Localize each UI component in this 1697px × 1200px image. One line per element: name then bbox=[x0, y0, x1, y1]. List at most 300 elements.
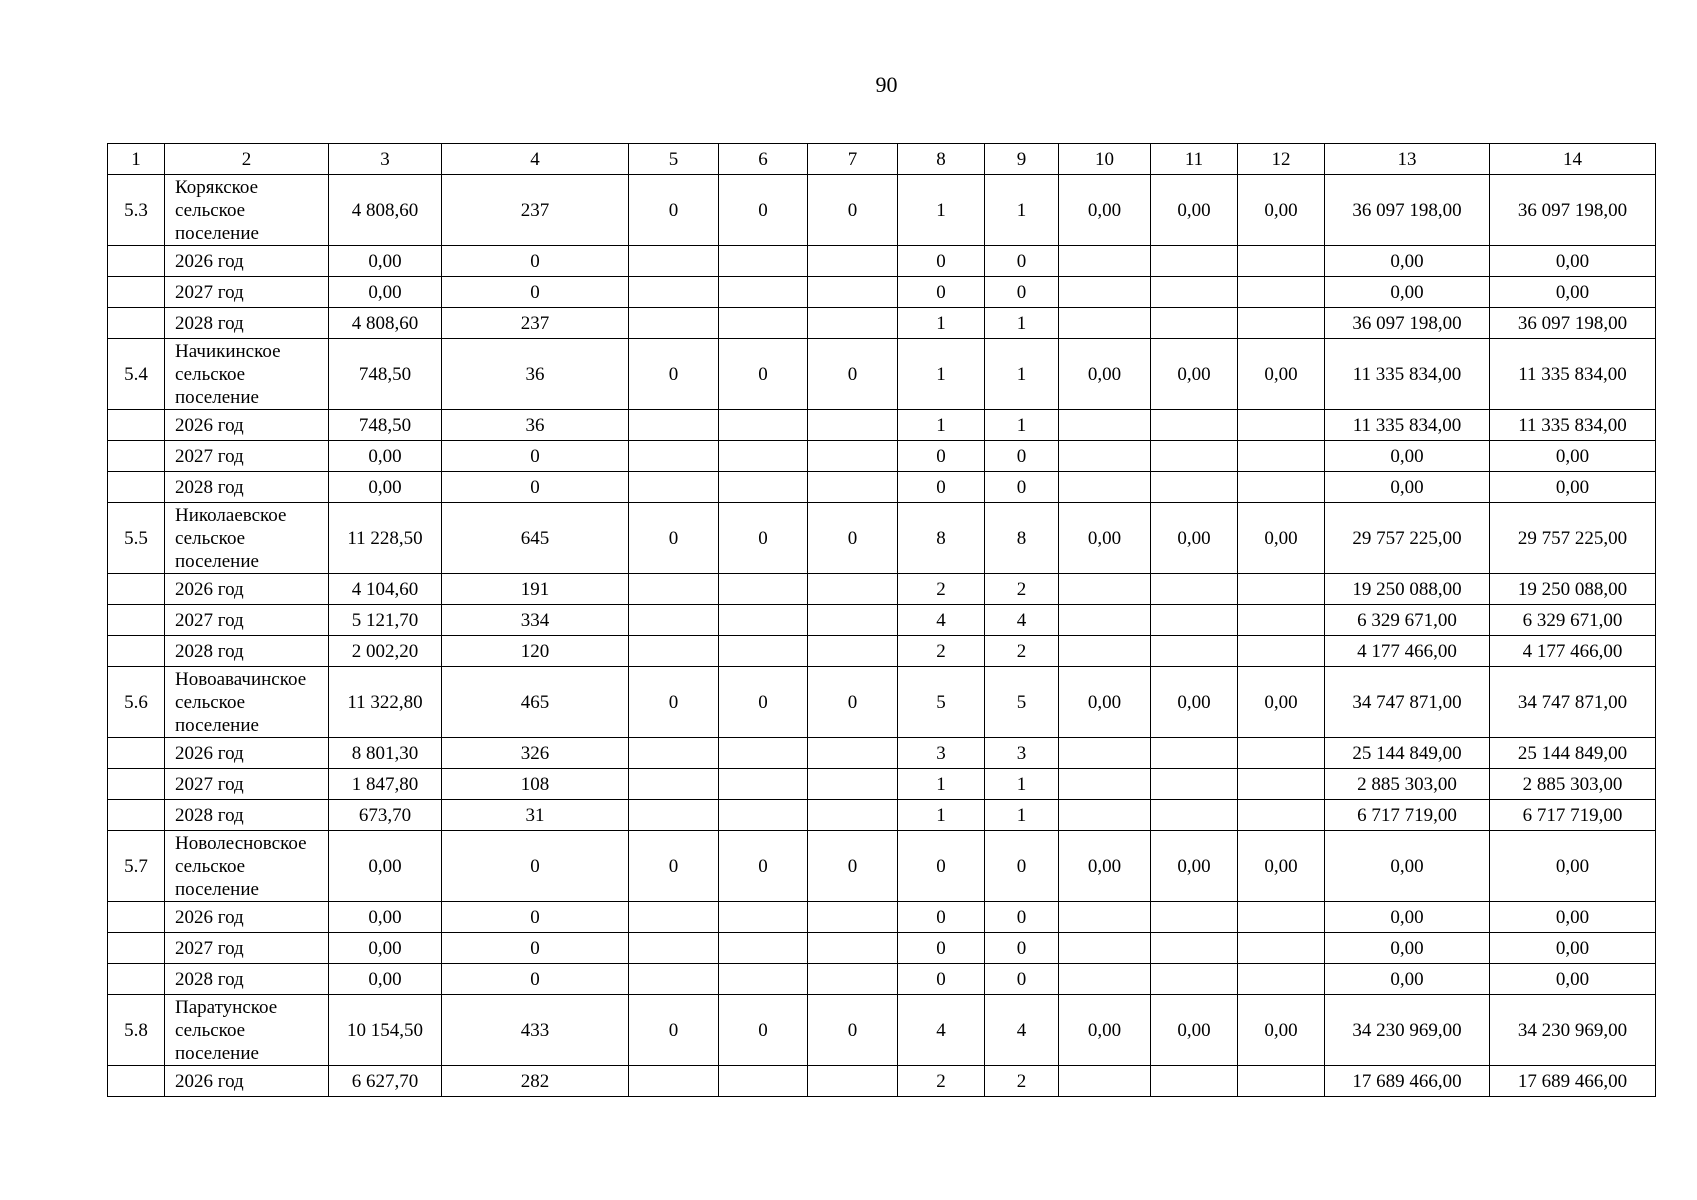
table-cell: 2 bbox=[985, 636, 1059, 667]
row-number-cell: 5.3 bbox=[108, 175, 165, 246]
table-cell: 4 bbox=[985, 605, 1059, 636]
table-cell: 29 757 225,00 bbox=[1490, 503, 1656, 574]
table-row-settlement bbox=[108, 831, 1656, 902]
table-cell bbox=[1059, 636, 1151, 667]
table-cell bbox=[1151, 246, 1238, 277]
table-cell: 5 bbox=[985, 667, 1059, 738]
table-cell: 1 bbox=[898, 800, 985, 831]
column-header: 11 bbox=[1151, 144, 1238, 175]
table-cell bbox=[1238, 441, 1325, 472]
table-cell bbox=[808, 574, 898, 605]
table-cell: 17 689 466,00 bbox=[1325, 1066, 1490, 1097]
table-cell bbox=[1059, 769, 1151, 800]
row-name-cell: Николаевское сельское поселение bbox=[165, 503, 329, 574]
table-row-year bbox=[108, 800, 1656, 831]
table-cell: 8 801,30 bbox=[329, 738, 442, 769]
table-cell: 1 bbox=[985, 308, 1059, 339]
table-cell: 4 808,60 bbox=[329, 175, 442, 246]
table-cell: 4 bbox=[898, 605, 985, 636]
table-cell: 36 097 198,00 bbox=[1325, 175, 1490, 246]
table-row-year bbox=[108, 246, 1656, 277]
table-cell bbox=[808, 1066, 898, 1097]
table-cell: 0,00 bbox=[1059, 175, 1151, 246]
table-row-year bbox=[108, 902, 1656, 933]
table-cell: 4 bbox=[898, 995, 985, 1066]
table-cell: 0 bbox=[898, 246, 985, 277]
table-cell bbox=[1238, 246, 1325, 277]
table-cell bbox=[719, 800, 808, 831]
table-cell: 0 bbox=[898, 902, 985, 933]
table-cell bbox=[1059, 246, 1151, 277]
row-number-cell bbox=[108, 1066, 165, 1097]
table-cell bbox=[808, 769, 898, 800]
table-cell: 0,00 bbox=[1151, 503, 1238, 574]
table-cell: 2 bbox=[898, 574, 985, 605]
row-number-cell bbox=[108, 441, 165, 472]
column-header: 8 bbox=[898, 144, 985, 175]
table-body bbox=[108, 144, 1656, 1097]
table-cell: 25 144 849,00 bbox=[1490, 738, 1656, 769]
table-cell: 0,00 bbox=[1490, 441, 1656, 472]
table-cell: 0 bbox=[629, 667, 719, 738]
table-cell: 25 144 849,00 bbox=[1325, 738, 1490, 769]
table-cell bbox=[1151, 738, 1238, 769]
table-cell bbox=[1238, 410, 1325, 441]
table-cell: 3 bbox=[985, 738, 1059, 769]
table-cell: 0 bbox=[985, 277, 1059, 308]
table-cell bbox=[719, 738, 808, 769]
row-number-cell bbox=[108, 574, 165, 605]
row-name-cell: 2026 год bbox=[165, 246, 329, 277]
table-cell: 0,00 bbox=[1490, 964, 1656, 995]
column-header: 10 bbox=[1059, 144, 1151, 175]
table-cell: 108 bbox=[442, 769, 629, 800]
table-cell: 0,00 bbox=[1151, 667, 1238, 738]
table-cell bbox=[1151, 636, 1238, 667]
table-cell: 1 bbox=[985, 800, 1059, 831]
table-cell bbox=[808, 933, 898, 964]
table-cell: 0,00 bbox=[329, 472, 442, 503]
table-cell: 4 808,60 bbox=[329, 308, 442, 339]
table-cell: 0 bbox=[808, 339, 898, 410]
row-number-cell: 5.6 bbox=[108, 667, 165, 738]
table-cell: 0 bbox=[629, 503, 719, 574]
table-cell: 0 bbox=[985, 964, 1059, 995]
table-cell bbox=[1059, 800, 1151, 831]
table-cell: 645 bbox=[442, 503, 629, 574]
table-cell bbox=[719, 308, 808, 339]
table-cell: 11 335 834,00 bbox=[1325, 339, 1490, 410]
table-row-settlement bbox=[108, 503, 1656, 574]
table-cell bbox=[719, 605, 808, 636]
table-cell: 0 bbox=[808, 667, 898, 738]
row-name-cell: Новоавачинское сельское поселение bbox=[165, 667, 329, 738]
table-cell: 0,00 bbox=[329, 964, 442, 995]
table-cell: 0,00 bbox=[1151, 995, 1238, 1066]
table-row-year bbox=[108, 441, 1656, 472]
table-cell bbox=[629, 800, 719, 831]
table-cell: 0 bbox=[808, 831, 898, 902]
table-cell bbox=[1151, 410, 1238, 441]
table-cell bbox=[1059, 964, 1151, 995]
row-number-cell: 5.8 bbox=[108, 995, 165, 1066]
table-cell: 237 bbox=[442, 308, 629, 339]
table-cell bbox=[808, 605, 898, 636]
table-cell: 4 177 466,00 bbox=[1490, 636, 1656, 667]
table-cell bbox=[808, 246, 898, 277]
table-cell: 0,00 bbox=[329, 441, 442, 472]
table-cell bbox=[1059, 605, 1151, 636]
table-cell: 0 bbox=[442, 472, 629, 503]
row-number-cell bbox=[108, 769, 165, 800]
table-row-year bbox=[108, 410, 1656, 441]
table-row-year bbox=[108, 277, 1656, 308]
table-cell: 10 154,50 bbox=[329, 995, 442, 1066]
table-row-year bbox=[108, 1066, 1656, 1097]
row-number-cell bbox=[108, 902, 165, 933]
table-cell: 31 bbox=[442, 800, 629, 831]
column-header: 9 bbox=[985, 144, 1059, 175]
table-cell bbox=[719, 441, 808, 472]
table-cell: 8 bbox=[985, 503, 1059, 574]
table-cell: 6 717 719,00 bbox=[1325, 800, 1490, 831]
table-cell: 4 bbox=[985, 995, 1059, 1066]
table-cell: 34 230 969,00 bbox=[1325, 995, 1490, 1066]
table-cell: 36 bbox=[442, 339, 629, 410]
table-cell: 1 bbox=[898, 410, 985, 441]
table-cell: 0,00 bbox=[1238, 503, 1325, 574]
table-cell: 6 329 671,00 bbox=[1490, 605, 1656, 636]
table-cell: 4 177 466,00 bbox=[1325, 636, 1490, 667]
column-header: 12 bbox=[1238, 144, 1325, 175]
table-cell bbox=[719, 964, 808, 995]
row-name-cell: 2026 год bbox=[165, 410, 329, 441]
table-cell bbox=[1238, 800, 1325, 831]
table-cell bbox=[1238, 277, 1325, 308]
table-cell: 0,00 bbox=[1325, 441, 1490, 472]
row-number-cell bbox=[108, 308, 165, 339]
table-cell: 2 885 303,00 bbox=[1325, 769, 1490, 800]
table-cell bbox=[1151, 933, 1238, 964]
row-name-cell: 2026 год bbox=[165, 1066, 329, 1097]
table-cell: 0,00 bbox=[1490, 902, 1656, 933]
table-cell: 0 bbox=[719, 667, 808, 738]
table-cell: 0 bbox=[442, 246, 629, 277]
table-cell bbox=[1151, 902, 1238, 933]
table-cell: 0,00 bbox=[1325, 831, 1490, 902]
table-cell bbox=[629, 964, 719, 995]
table-cell bbox=[719, 933, 808, 964]
column-header: 14 bbox=[1490, 144, 1656, 175]
row-name-cell: 2026 год bbox=[165, 902, 329, 933]
table-cell: 2 bbox=[985, 1066, 1059, 1097]
table-cell: 5 121,70 bbox=[329, 605, 442, 636]
table-cell bbox=[629, 574, 719, 605]
table-cell: 0,00 bbox=[1325, 246, 1490, 277]
table-row-year bbox=[108, 574, 1656, 605]
table-cell: 2 885 303,00 bbox=[1490, 769, 1656, 800]
table-cell bbox=[1238, 472, 1325, 503]
table-cell: 0 bbox=[898, 933, 985, 964]
table-cell bbox=[808, 964, 898, 995]
table-cell: 0 bbox=[629, 831, 719, 902]
row-name-cell: Корякское сельское поселение bbox=[165, 175, 329, 246]
row-number-cell bbox=[108, 605, 165, 636]
table-cell: 6 717 719,00 bbox=[1490, 800, 1656, 831]
table-cell bbox=[719, 574, 808, 605]
table-row-settlement bbox=[108, 995, 1656, 1066]
table-cell: 0,00 bbox=[1238, 175, 1325, 246]
table-cell bbox=[629, 769, 719, 800]
table-cell bbox=[629, 246, 719, 277]
table-cell bbox=[1238, 308, 1325, 339]
table-cell bbox=[1059, 1066, 1151, 1097]
table-cell: 0,00 bbox=[1490, 472, 1656, 503]
table-cell bbox=[629, 277, 719, 308]
table-cell: 11 335 834,00 bbox=[1325, 410, 1490, 441]
table-cell: 1 bbox=[985, 339, 1059, 410]
table-cell: 36 097 198,00 bbox=[1490, 308, 1656, 339]
table-cell: 0,00 bbox=[1490, 277, 1656, 308]
table-cell bbox=[1059, 308, 1151, 339]
column-header: 4 bbox=[442, 144, 629, 175]
table-cell: 0,00 bbox=[329, 902, 442, 933]
table-cell: 0 bbox=[985, 902, 1059, 933]
page-number: 90 bbox=[875, 72, 898, 97]
table-cell: 0 bbox=[442, 902, 629, 933]
table-cell: 0,00 bbox=[1151, 175, 1238, 246]
table-cell: 0,00 bbox=[1325, 964, 1490, 995]
table-cell: 0,00 bbox=[1490, 933, 1656, 964]
table-cell: 334 bbox=[442, 605, 629, 636]
table-cell: 0 bbox=[808, 175, 898, 246]
table-cell: 0 bbox=[719, 995, 808, 1066]
row-name-cell: 2026 год bbox=[165, 574, 329, 605]
table-cell: 0,00 bbox=[1151, 831, 1238, 902]
table-cell: 282 bbox=[442, 1066, 629, 1097]
table-cell: 673,70 bbox=[329, 800, 442, 831]
table-cell: 4 104,60 bbox=[329, 574, 442, 605]
table-cell bbox=[1059, 472, 1151, 503]
table-cell bbox=[1238, 574, 1325, 605]
row-name-cell: 2028 год bbox=[165, 964, 329, 995]
table-cell: 0 bbox=[898, 441, 985, 472]
table-cell bbox=[629, 472, 719, 503]
table-cell bbox=[629, 1066, 719, 1097]
table-cell: 8 bbox=[898, 503, 985, 574]
table-cell bbox=[1151, 574, 1238, 605]
table-cell: 2 002,20 bbox=[329, 636, 442, 667]
data-table bbox=[107, 143, 1656, 1097]
table-cell: 0 bbox=[985, 472, 1059, 503]
table-cell: 1 bbox=[985, 175, 1059, 246]
table-cell bbox=[629, 738, 719, 769]
table-cell: 0,00 bbox=[1325, 933, 1490, 964]
table-cell: 36 097 198,00 bbox=[1325, 308, 1490, 339]
table-cell bbox=[1238, 902, 1325, 933]
table-cell bbox=[629, 902, 719, 933]
table-cell: 1 bbox=[898, 308, 985, 339]
table-cell bbox=[719, 1066, 808, 1097]
column-header: 3 bbox=[329, 144, 442, 175]
table-cell bbox=[1151, 308, 1238, 339]
table-cell: 34 230 969,00 bbox=[1490, 995, 1656, 1066]
table-cell bbox=[1151, 769, 1238, 800]
table-cell: 748,50 bbox=[329, 339, 442, 410]
table-cell bbox=[1238, 636, 1325, 667]
row-number-cell bbox=[108, 964, 165, 995]
table-cell: 17 689 466,00 bbox=[1490, 1066, 1656, 1097]
table-cell: 0 bbox=[985, 441, 1059, 472]
table-cell: 0,00 bbox=[1151, 339, 1238, 410]
table-row-year bbox=[108, 308, 1656, 339]
table-cell: 0,00 bbox=[1490, 831, 1656, 902]
table-header-row bbox=[108, 144, 1656, 175]
column-header: 6 bbox=[719, 144, 808, 175]
row-number-cell: 5.4 bbox=[108, 339, 165, 410]
table-cell bbox=[719, 636, 808, 667]
table-cell: 0,00 bbox=[1059, 831, 1151, 902]
row-name-cell: 2028 год bbox=[165, 800, 329, 831]
table-cell: 34 747 871,00 bbox=[1490, 667, 1656, 738]
table-cell bbox=[1151, 964, 1238, 995]
table-cell bbox=[1151, 472, 1238, 503]
table-row-settlement bbox=[108, 339, 1656, 410]
table-cell: 11 228,50 bbox=[329, 503, 442, 574]
table-cell: 0 bbox=[442, 441, 629, 472]
table-cell: 433 bbox=[442, 995, 629, 1066]
table-cell: 0 bbox=[442, 277, 629, 308]
table-cell bbox=[1238, 964, 1325, 995]
table-cell: 465 bbox=[442, 667, 629, 738]
row-number-cell bbox=[108, 410, 165, 441]
table-cell bbox=[1059, 441, 1151, 472]
row-number-cell bbox=[108, 246, 165, 277]
table-row-year bbox=[108, 933, 1656, 964]
table-cell: 0 bbox=[719, 503, 808, 574]
table-cell bbox=[629, 933, 719, 964]
table-cell bbox=[808, 800, 898, 831]
column-header: 13 bbox=[1325, 144, 1490, 175]
table-cell bbox=[629, 605, 719, 636]
table-cell: 1 bbox=[985, 769, 1059, 800]
table-cell bbox=[808, 308, 898, 339]
table-cell: 0,00 bbox=[1325, 472, 1490, 503]
table-cell: 0 bbox=[442, 933, 629, 964]
table-cell: 2 bbox=[898, 636, 985, 667]
table-cell bbox=[808, 441, 898, 472]
table-cell: 1 bbox=[898, 769, 985, 800]
table-cell bbox=[1059, 574, 1151, 605]
row-name-cell: 2028 год bbox=[165, 472, 329, 503]
table-cell: 11 335 834,00 bbox=[1490, 410, 1656, 441]
table-cell: 0 bbox=[719, 831, 808, 902]
table-cell bbox=[629, 441, 719, 472]
table-cell bbox=[719, 472, 808, 503]
table-cell: 0 bbox=[808, 503, 898, 574]
table-cell bbox=[1151, 1066, 1238, 1097]
table-cell: 29 757 225,00 bbox=[1325, 503, 1490, 574]
table-cell bbox=[1059, 902, 1151, 933]
table-cell: 748,50 bbox=[329, 410, 442, 441]
table-cell bbox=[1238, 738, 1325, 769]
table-cell: 0,00 bbox=[1059, 503, 1151, 574]
table-cell bbox=[808, 472, 898, 503]
column-header: 1 bbox=[108, 144, 165, 175]
row-name-cell: 2027 год bbox=[165, 769, 329, 800]
table-cell: 0 bbox=[629, 339, 719, 410]
row-number-cell bbox=[108, 472, 165, 503]
table-cell: 36 bbox=[442, 410, 629, 441]
row-number-cell bbox=[108, 277, 165, 308]
table-cell: 0,00 bbox=[1059, 667, 1151, 738]
table-cell bbox=[1238, 1066, 1325, 1097]
table-cell: 0 bbox=[442, 831, 629, 902]
table-cell bbox=[808, 410, 898, 441]
table-cell: 326 bbox=[442, 738, 629, 769]
table-cell: 0 bbox=[719, 339, 808, 410]
table-cell bbox=[808, 738, 898, 769]
column-header: 5 bbox=[629, 144, 719, 175]
table-row-settlement bbox=[108, 175, 1656, 246]
row-name-cell: 2027 год bbox=[165, 441, 329, 472]
table-cell: 0 bbox=[808, 995, 898, 1066]
table-cell: 0,00 bbox=[1059, 995, 1151, 1066]
table-cell: 120 bbox=[442, 636, 629, 667]
table-cell: 0 bbox=[985, 933, 1059, 964]
table-cell bbox=[1238, 933, 1325, 964]
table-cell bbox=[719, 769, 808, 800]
table-cell: 0 bbox=[629, 175, 719, 246]
table-cell: 1 bbox=[985, 410, 1059, 441]
table-cell bbox=[1059, 738, 1151, 769]
table-cell bbox=[1151, 277, 1238, 308]
table-cell: 0,00 bbox=[1059, 339, 1151, 410]
table-cell bbox=[1059, 410, 1151, 441]
table-cell: 0,00 bbox=[1325, 902, 1490, 933]
table-cell: 11 322,80 bbox=[329, 667, 442, 738]
table-row-year bbox=[108, 769, 1656, 800]
table-cell: 0,00 bbox=[1325, 277, 1490, 308]
table-cell: 0,00 bbox=[329, 933, 442, 964]
table-cell: 0 bbox=[629, 995, 719, 1066]
table-cell bbox=[1059, 277, 1151, 308]
row-name-cell: 2028 год bbox=[165, 308, 329, 339]
table-cell bbox=[719, 277, 808, 308]
table-cell bbox=[1151, 441, 1238, 472]
table-row-year bbox=[108, 738, 1656, 769]
table-cell bbox=[719, 410, 808, 441]
table-cell: 0 bbox=[719, 175, 808, 246]
table-cell: 0,00 bbox=[329, 277, 442, 308]
table-cell: 19 250 088,00 bbox=[1490, 574, 1656, 605]
row-name-cell: 2026 год bbox=[165, 738, 329, 769]
table-cell bbox=[808, 277, 898, 308]
table-cell: 0,00 bbox=[1238, 667, 1325, 738]
table-cell: 0,00 bbox=[1238, 831, 1325, 902]
table-row-year bbox=[108, 964, 1656, 995]
table-cell: 0 bbox=[985, 246, 1059, 277]
table-cell bbox=[1151, 800, 1238, 831]
table-cell bbox=[1238, 769, 1325, 800]
table-cell: 2 bbox=[898, 1066, 985, 1097]
table-cell: 0 bbox=[898, 472, 985, 503]
table-cell bbox=[629, 410, 719, 441]
column-header: 2 bbox=[165, 144, 329, 175]
row-number-cell bbox=[108, 636, 165, 667]
table-cell: 0,00 bbox=[1238, 995, 1325, 1066]
table-cell bbox=[1151, 605, 1238, 636]
